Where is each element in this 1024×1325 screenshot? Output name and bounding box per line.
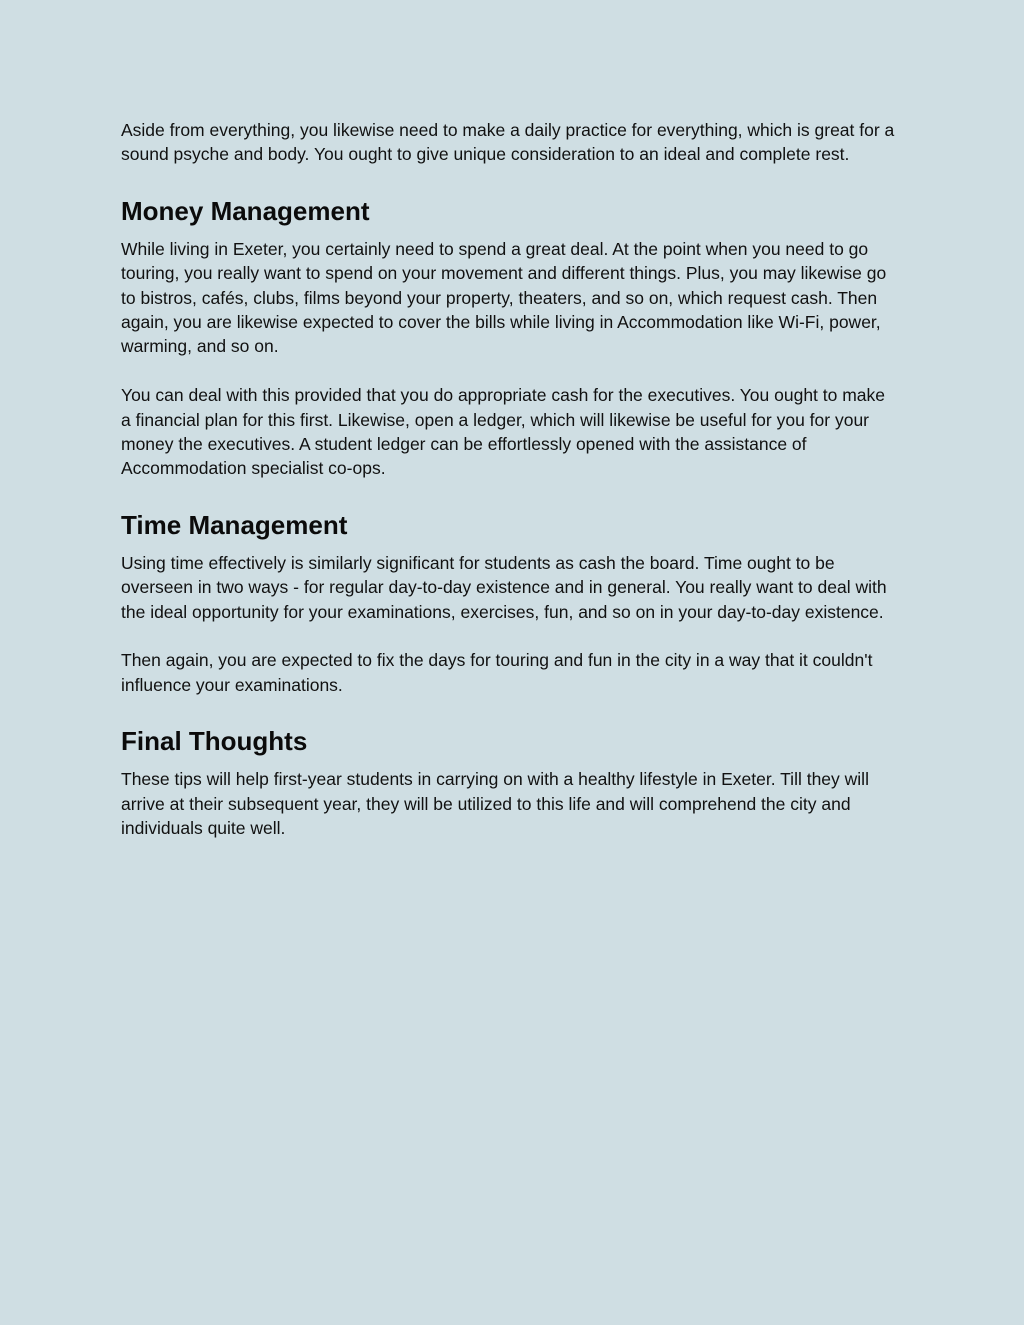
money-management-paragraph-1: While living in Exeter, you certainly need to spend a great deal. At the point when you need to go touring, you really want to spend on your movement and different things. Plus, you may likewise go to bistros, cafés, clubs, films beyond your property, theaters, and so on, which request cash. Then again, you are likewise expected to cover the bills while living in Accommodation like Wi-Fi, power, warming, and so on.	[121, 238, 887, 357]
intro-paragraph: Aside from everything, you likewise need to make a daily practice for everything, which is great for a sound psyche and body. You ought to give unique consideration to an ideal and complete rest.	[121, 120, 895, 165]
document-body	[121, 118, 896, 841]
time-management-paragraph-2: Then again, you are expected to fix the days for touring and fun in the city in a way that it couldn't influence your examinations.	[121, 650, 873, 695]
final-thoughts-paragraph: These tips will help first-year students in carrying on with a healthy lifestyle in Exeter. Till they will arrive at their subsequent year, they will be utilized to this life and will comprehend the city and individuals quite well.	[121, 769, 869, 839]
paragraph-spacer	[121, 624, 896, 648]
section-heading-final-thoughts: Final Thoughts	[121, 726, 308, 757]
money-management-paragraph-2: You can deal with this provided that you do appropriate cash for the executives. You ought to make a financial plan for this first. Likewise, open a ledger, which will likewise be useful for you for your money the executives. A student ledger can be effortlessly opened with the assistance of Accommodation specialist co-ops.	[121, 385, 886, 479]
section-heading-money-management: Money Management	[121, 195, 370, 226]
section-heading-time-management: Time Management	[121, 509, 348, 540]
time-management-paragraph-1: Using time effectively is similarly significant for students as cash the board. Time ought to be overseen in two ways - for regular day-to-day existence and in general. You really want to deal with the ideal opportunity for your examinations, exercises, fun, and so on in your day-to-day existence.	[121, 552, 887, 622]
paragraph-spacer	[121, 359, 896, 383]
